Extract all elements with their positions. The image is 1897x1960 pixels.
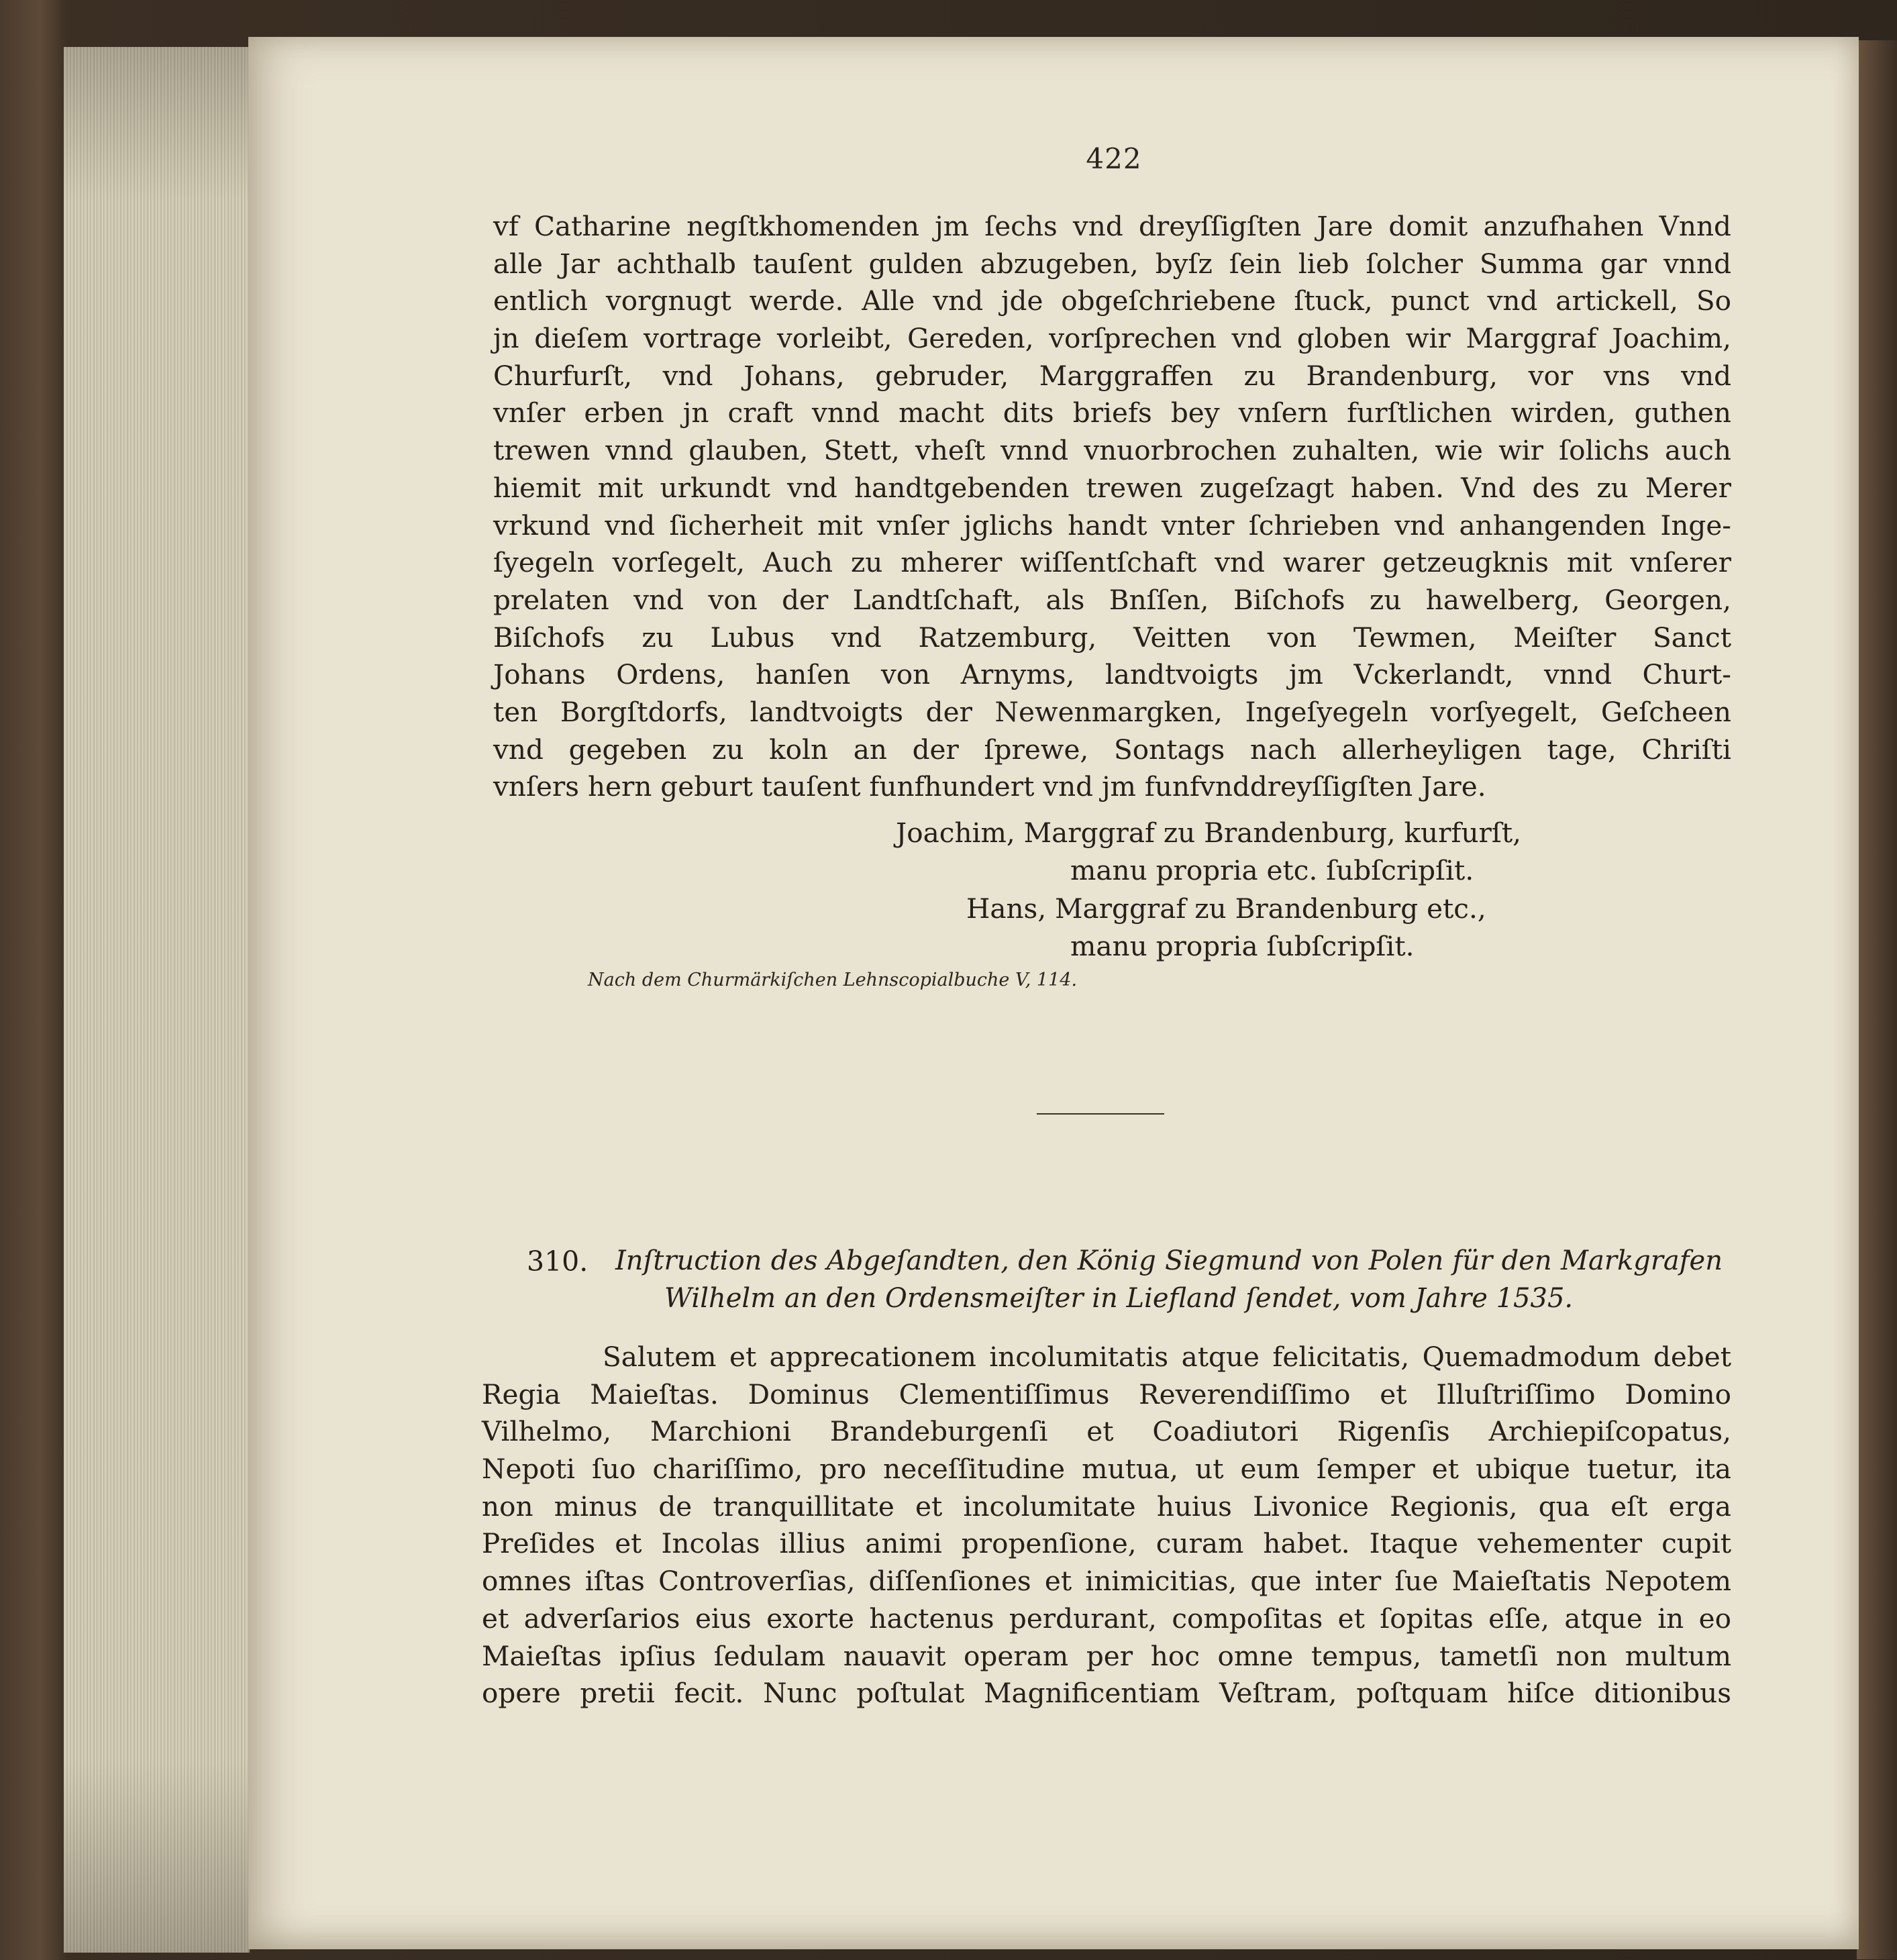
text-line: vnſer erben jn craft vnnd macht dits briefs bey vnſern furſtlichen wirden, guthen — [493, 397, 1731, 429]
text-line: Maieſtas ipſius ſedulam nauavit operam per hoc omne tempus, tametſi non multum — [482, 1639, 1731, 1672]
book-page-edges — [64, 47, 250, 1953]
signature-hans: Hans, Marggraf zu Brandenburg etc., — [966, 892, 1486, 925]
text-line: alle Jar achthalb tauſent gulden abzugeben, byſz ſein lieb ſolcher Summa gar vnnd — [493, 247, 1731, 280]
text-line: ſyegeln vorſegelt, Auch zu mherer wiſſentſchaft vnd warer getzeugknis mit vnſerer — [493, 546, 1731, 579]
signature-joachim-subscription: manu propria etc. ſubſcripſit. — [1070, 854, 1474, 886]
text-line: jn dieſem vortrage vorleibt, Gereden, vorſprechen vnd globen wir Marggraf Joachim, — [493, 322, 1731, 355]
text-line: trewen vnnd glauben, Stett, vheſt vnnd vnuorbrochen zuhalten, wie wir ſolichs auch — [493, 434, 1731, 467]
text-line: non minus de tranquillitate et incolumitate huius Livonice Regionis, qua eſt erga — [482, 1490, 1731, 1523]
source-note: Nach dem Churmärkiſchen Lehnscopialbuche V, 114. — [588, 970, 1078, 990]
book-binding — [1857, 40, 1897, 1959]
text-line: opere pretii fecit. Nunc poſtulat Magnificentiam Veſtram, poſtquam hiſce ditionibus — [482, 1677, 1731, 1710]
document-heading-line-1: Inſtruction des Abgeſandten, den König Siegmund von Polen für den Markgrafen — [615, 1245, 1723, 1276]
section-divider — [1037, 1113, 1164, 1115]
signature-joachim: Joachim, Marggraf zu Brandenburg, kurfurſt, — [896, 817, 1522, 849]
text-line: vnd gegeben zu koln an der ſprewe, Sontags nach allerheyligen tage, Chriſti — [493, 733, 1731, 766]
text-line: Vilhelmo, Marchioni Brandeburgenſi et Coadiutori Rigenſis Archiepiſcopatus, — [482, 1415, 1731, 1448]
text-line: ten Borgſtdorfs, landtvoigts der Newenmargken, Ingeſyegeln vorſyegelt, Geſcheen — [493, 695, 1731, 728]
text-line: vnſers hern geburt tauſent funfhundert vnd jm funfvnddreyſſigſten Jare. — [493, 770, 1486, 803]
text-line: Salutem et apprecationem incolumitatis atque felicitatis, Quemadmodum debet — [603, 1341, 1731, 1373]
page-number: 422 — [1086, 142, 1142, 175]
text-line: Regia Maieſtas. Dominus Clementiſſimus Reverendiſſimo et Illuſtriſſimo Domino — [482, 1378, 1731, 1410]
text-line: et adverſarios eius exorte hactenus perdurant, compoſitas et ſopitas eſſe, atque in eo — [482, 1602, 1731, 1635]
text-line: vrkund vnd ſicherheit mit vnſer jglichs handt vnter ſchrieben vnd anhangenden Inge- — [493, 509, 1731, 541]
text-block-charter — [493, 208, 1731, 806]
text-line: hiemit mit urkundt vnd handtgebenden trewen zugeſzagt haben. Vnd des zu Merer — [493, 471, 1731, 504]
text-line: omnes iſtas Controverſias, diſſenſiones et inimicitias, que inter ſue Maieſtatis Nepotem — [482, 1565, 1731, 1598]
text-line: Johans Ordens, hanſen von Arnyms, landtvoigts jm Vckerlandt, vnnd Churt- — [493, 658, 1731, 691]
text-line: Nepoti ſuo chariſſimo, pro neceſſitudine mutua, ut eum ſemper et ubique tuetur, ita — [482, 1453, 1731, 1486]
document-heading-line-2: Wilhelm an den Ordensmeiſter in Liefland ſendet, vom Jahre 1535. — [664, 1283, 1574, 1314]
text-line: Churfurſt, vnd Johans, gebruder, Marggraffen zu Brandenburg, vor vns vnd — [493, 359, 1731, 392]
text-line: Preſides et Incolas illius animi propenſione, curam habet. Itaque vehementer cupit — [482, 1527, 1731, 1560]
text-line: entlich vorgnugt werde. Alle vnd jde obgeſchriebene ſtuck, punct vnd artickell, So — [493, 285, 1731, 317]
document-number: 310. — [527, 1245, 588, 1278]
text-line: vf Catharine negſtkhomenden jm ſechs vnd dreyſſigſten Jare domit anzufhahen Vnnd — [493, 210, 1731, 242]
text-line: prelaten vnd von der Landtſchaft, als Bnſſen, Biſchofs zu hawelberg, Georgen, — [493, 583, 1731, 616]
text-line: Biſchofs zu Lubus vnd Ratzemburg, Veitten von Tewmen, Meiſter Sanct — [493, 621, 1731, 654]
text-block-instruction — [482, 1339, 1731, 1712]
signature-hans-subscription: manu propria ſubſcripſit. — [1070, 930, 1415, 962]
